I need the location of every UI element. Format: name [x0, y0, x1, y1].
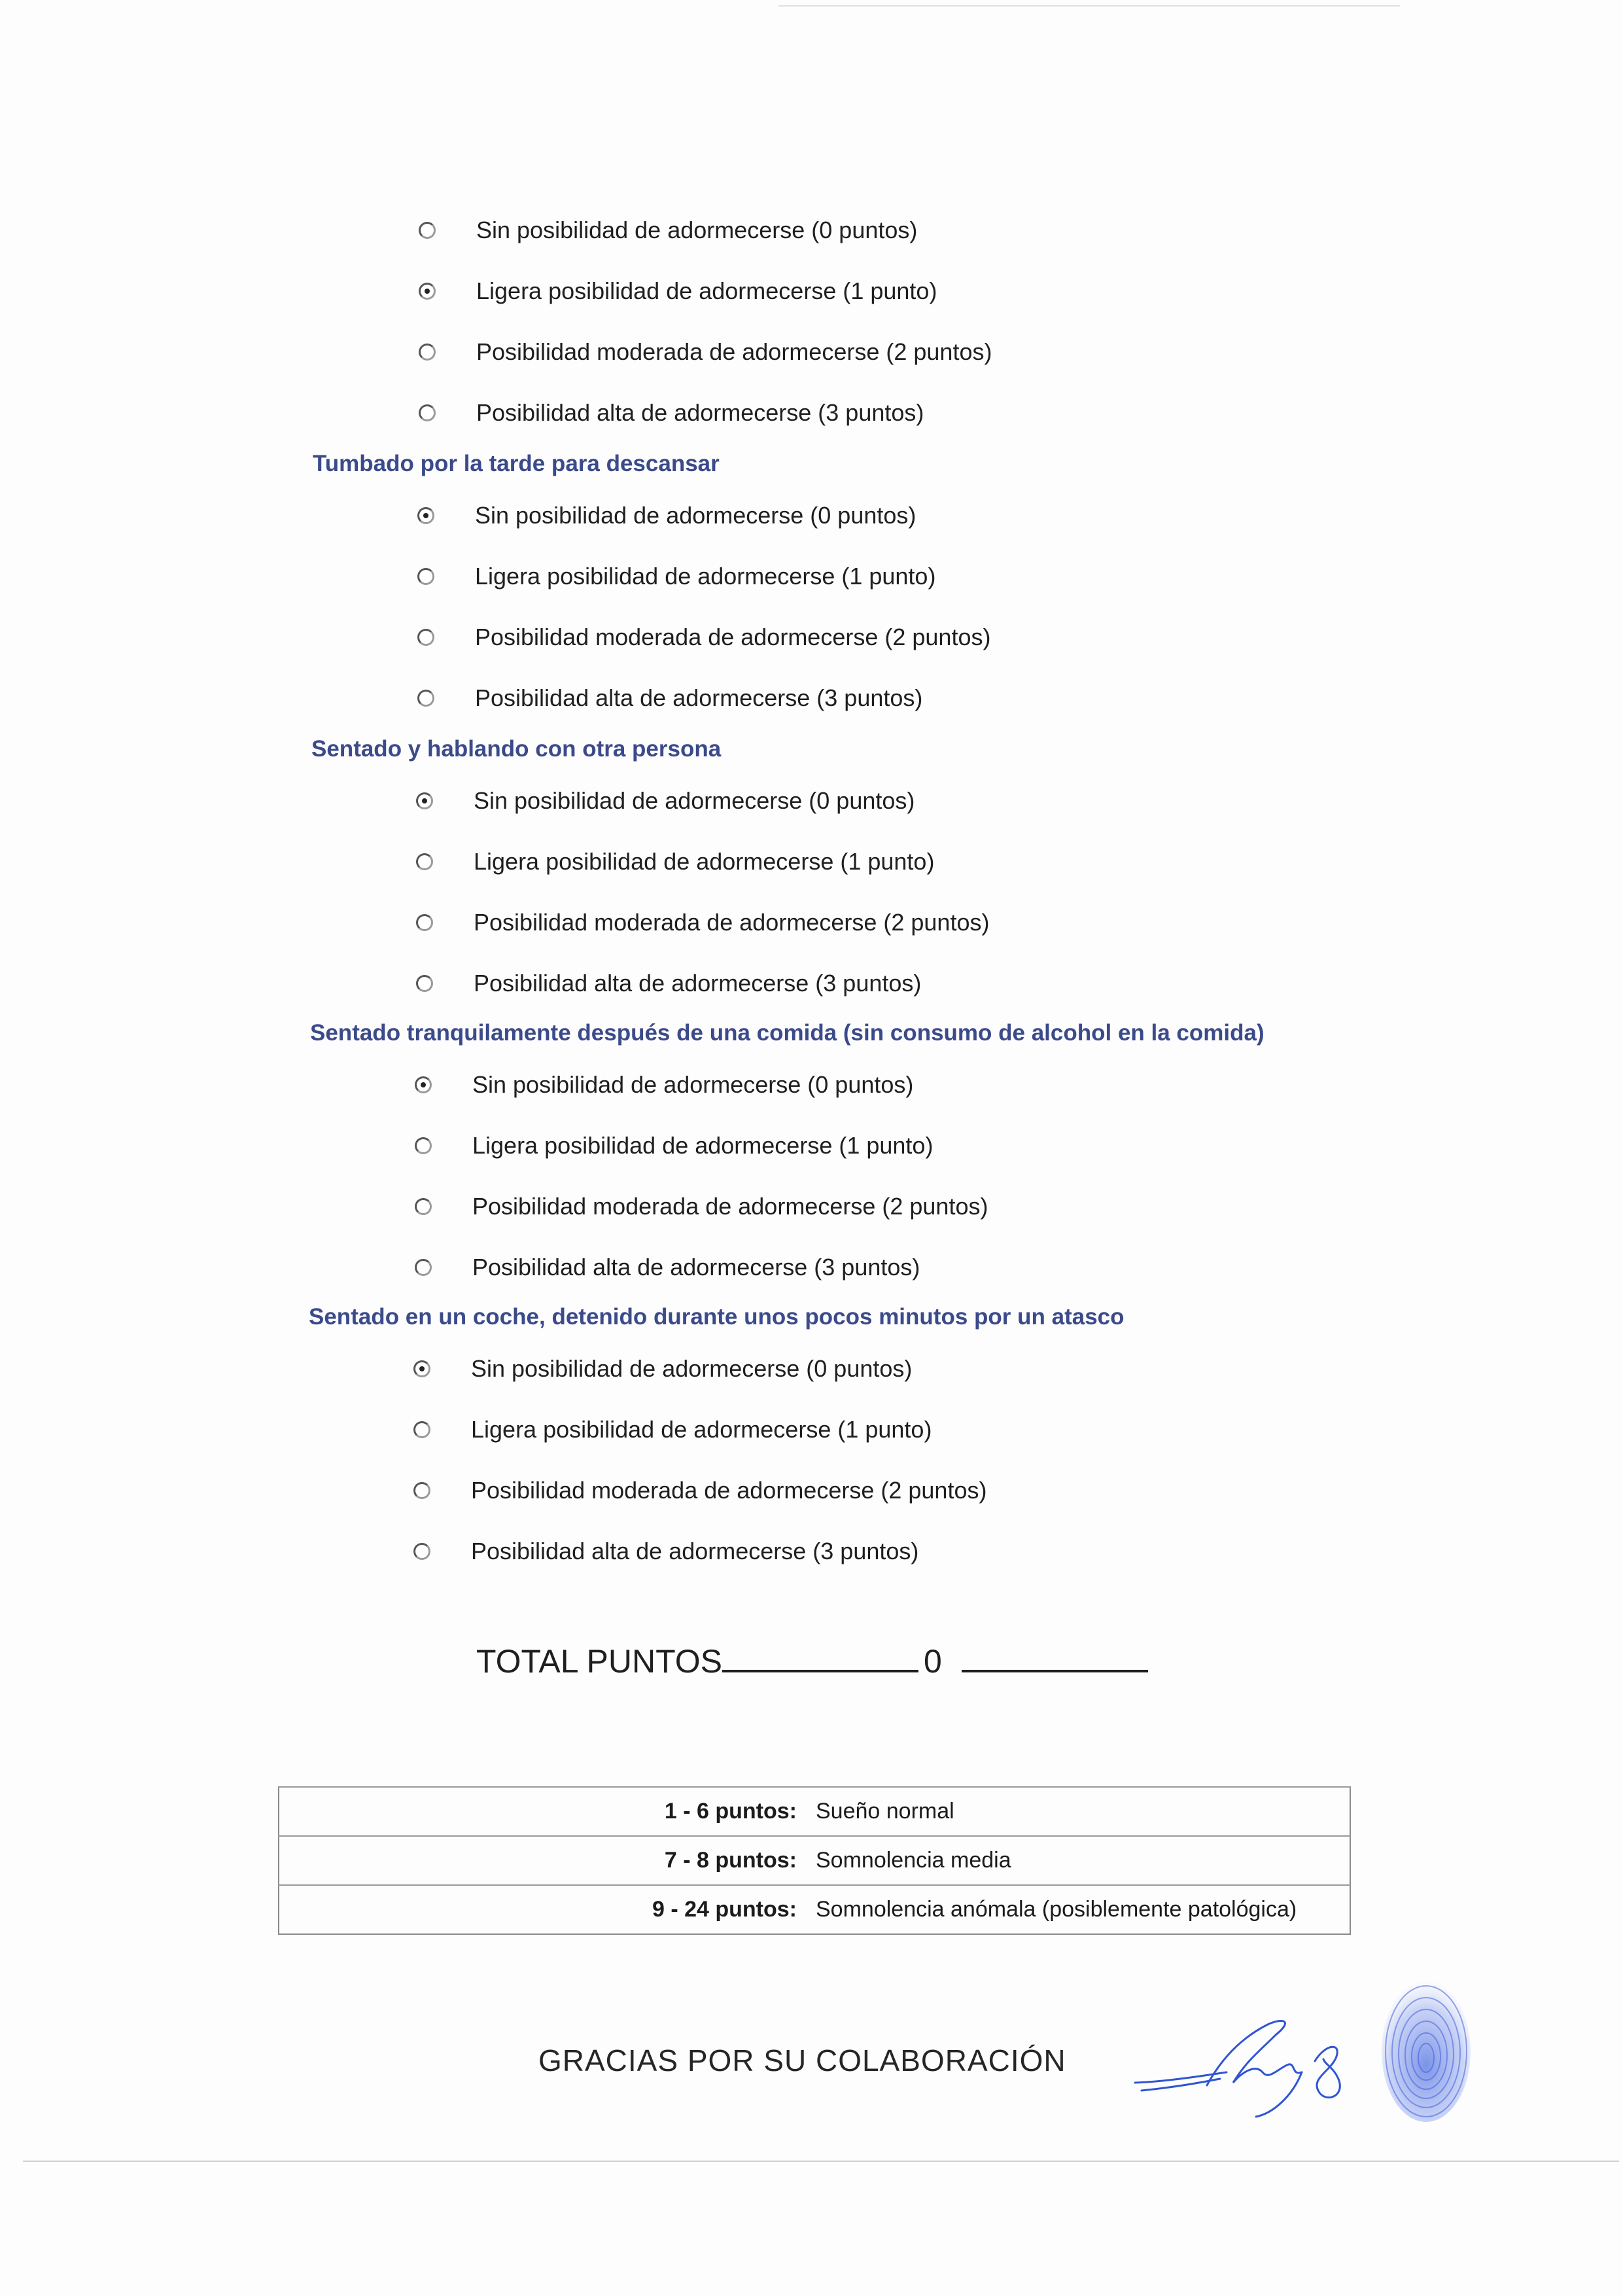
radio-button-selected-icon[interactable]	[417, 507, 434, 524]
radio-button-icon[interactable]	[413, 1482, 430, 1499]
answer-option[interactable]	[415, 1248, 920, 1287]
answer-option-label: Ligera posibilidad de adormecerse (1 punto)	[475, 563, 936, 590]
score-range: 7 - 8 puntos:	[279, 1836, 815, 1885]
radio-button-icon[interactable]	[419, 222, 436, 239]
answer-option-label: Posibilidad alta de adormecerse (3 puntos)	[472, 1254, 920, 1280]
fingerprint-mark	[1377, 1966, 1475, 2123]
answer-option-label: Ligera posibilidad de adormecerse (1 punto)	[474, 848, 935, 875]
answer-option[interactable]	[416, 964, 921, 1003]
table-row	[279, 1885, 1350, 1934]
answer-option[interactable]	[415, 1187, 988, 1226]
score-meaning: Somnolencia anómala (posiblemente patológica)	[815, 1885, 1350, 1934]
answer-option[interactable]	[417, 618, 990, 657]
blank-line	[962, 1644, 1148, 1672]
answer-option[interactable]	[419, 393, 924, 433]
answer-option-label: Posibilidad moderada de adormecerse (2 puntos)	[471, 1477, 987, 1504]
answer-option[interactable]	[419, 332, 992, 372]
radio-button-icon[interactable]	[416, 914, 433, 931]
question-heading: Sentado en un coche, detenido durante unos pocos minutos por un atasco	[309, 1304, 1125, 1330]
answer-option-label: Sin posibilidad de adormecerse (0 puntos)	[475, 502, 916, 529]
answer-option[interactable]	[417, 679, 922, 718]
table-row	[279, 1787, 1350, 1836]
answer-option[interactable]	[413, 1532, 918, 1571]
answer-option-label: Sin posibilidad de adormecerse (0 puntos)	[472, 1071, 914, 1098]
answer-option-label: Posibilidad moderada de adormecerse (2 puntos)	[476, 338, 992, 365]
answer-option-label: Posibilidad moderada de adormecerse (2 puntos)	[472, 1193, 988, 1220]
radio-button-icon[interactable]	[415, 1198, 432, 1215]
answer-option-label: Posibilidad moderada de adormecerse (2 puntos)	[475, 624, 991, 650]
answer-option[interactable]	[419, 211, 917, 250]
answer-option-label: Sin posibilidad de adormecerse (0 puntos)	[476, 217, 918, 243]
radio-button-selected-icon[interactable]	[416, 792, 433, 809]
total-points-value: 0	[924, 1643, 942, 1680]
score-range: 9 - 24 puntos:	[279, 1885, 815, 1934]
radio-button-icon[interactable]	[416, 975, 433, 992]
radio-button-selected-icon[interactable]	[419, 283, 436, 300]
answer-option[interactable]	[417, 496, 916, 535]
score-meaning: Somnolencia media	[815, 1836, 1350, 1885]
answer-option[interactable]	[416, 903, 989, 942]
answer-option-label: Posibilidad moderada de adormecerse (2 puntos)	[474, 909, 990, 936]
score-range: 1 - 6 puntos:	[279, 1787, 815, 1836]
question-heading: Tumbado por la tarde para descansar	[313, 451, 720, 476]
answer-option-label: Posibilidad alta de adormecerse (3 puntos)	[474, 970, 922, 997]
radio-button-selected-icon[interactable]	[415, 1076, 432, 1093]
answer-option[interactable]	[415, 1065, 913, 1104]
radio-button-icon[interactable]	[413, 1421, 430, 1438]
answer-option-label: Posibilidad alta de adormecerse (3 puntos)	[475, 684, 923, 711]
radio-button-icon[interactable]	[415, 1137, 432, 1154]
answer-option-label: Ligera posibilidad de adormecerse (1 punto)	[472, 1132, 934, 1159]
answer-option-label: Ligera posibilidad de adormecerse (1 punto)	[471, 1416, 932, 1443]
answer-option[interactable]	[416, 781, 915, 821]
score-meaning: Sueño normal	[815, 1787, 1350, 1836]
answer-option[interactable]	[419, 272, 937, 311]
answer-option-label: Posibilidad alta de adormecerse (3 puntos)	[476, 399, 924, 426]
radio-button-icon[interactable]	[419, 344, 436, 361]
answer-option[interactable]	[416, 842, 934, 881]
bottom-edge-line	[23, 2161, 1619, 2162]
answer-option-label: Sin posibilidad de adormecerse (0 puntos)	[474, 787, 915, 814]
answer-option[interactable]	[413, 1349, 912, 1388]
radio-button-icon[interactable]	[419, 404, 436, 421]
answer-option-label: Ligera posibilidad de adormecerse (1 punto)	[476, 277, 937, 304]
radio-button-icon[interactable]	[417, 690, 434, 707]
radio-button-icon[interactable]	[417, 629, 434, 646]
handwritten-signature	[1128, 1999, 1364, 2123]
question-heading: Sentado y hablando con otra persona	[311, 736, 722, 762]
radio-button-icon[interactable]	[416, 853, 433, 870]
answer-option-label: Posibilidad alta de adormecerse (3 puntos)	[471, 1538, 919, 1564]
thanks-message: GRACIAS POR SU COLABORACIÓN	[538, 2043, 1066, 2077]
answer-option[interactable]	[415, 1126, 933, 1165]
radio-button-selected-icon[interactable]	[413, 1360, 430, 1377]
top-edge-line	[778, 5, 1400, 7]
total-points-line	[476, 1642, 1148, 1680]
answer-option[interactable]	[417, 557, 935, 596]
radio-button-icon[interactable]	[417, 568, 434, 585]
table-row	[279, 1836, 1350, 1885]
answer-option[interactable]	[413, 1471, 986, 1510]
answer-option[interactable]	[413, 1410, 932, 1449]
answer-option-label: Sin posibilidad de adormecerse (0 puntos)	[471, 1355, 913, 1382]
score-interpretation-table	[278, 1786, 1351, 1935]
blank-line	[722, 1644, 918, 1672]
radio-button-icon[interactable]	[415, 1259, 432, 1276]
question-heading: Sentado tranquilamente después de una comida (sin consumo de alcohol en la comida)	[310, 1020, 1265, 1046]
radio-button-icon[interactable]	[413, 1543, 430, 1560]
total-points-label: TOTAL PUNTOS	[476, 1643, 723, 1680]
